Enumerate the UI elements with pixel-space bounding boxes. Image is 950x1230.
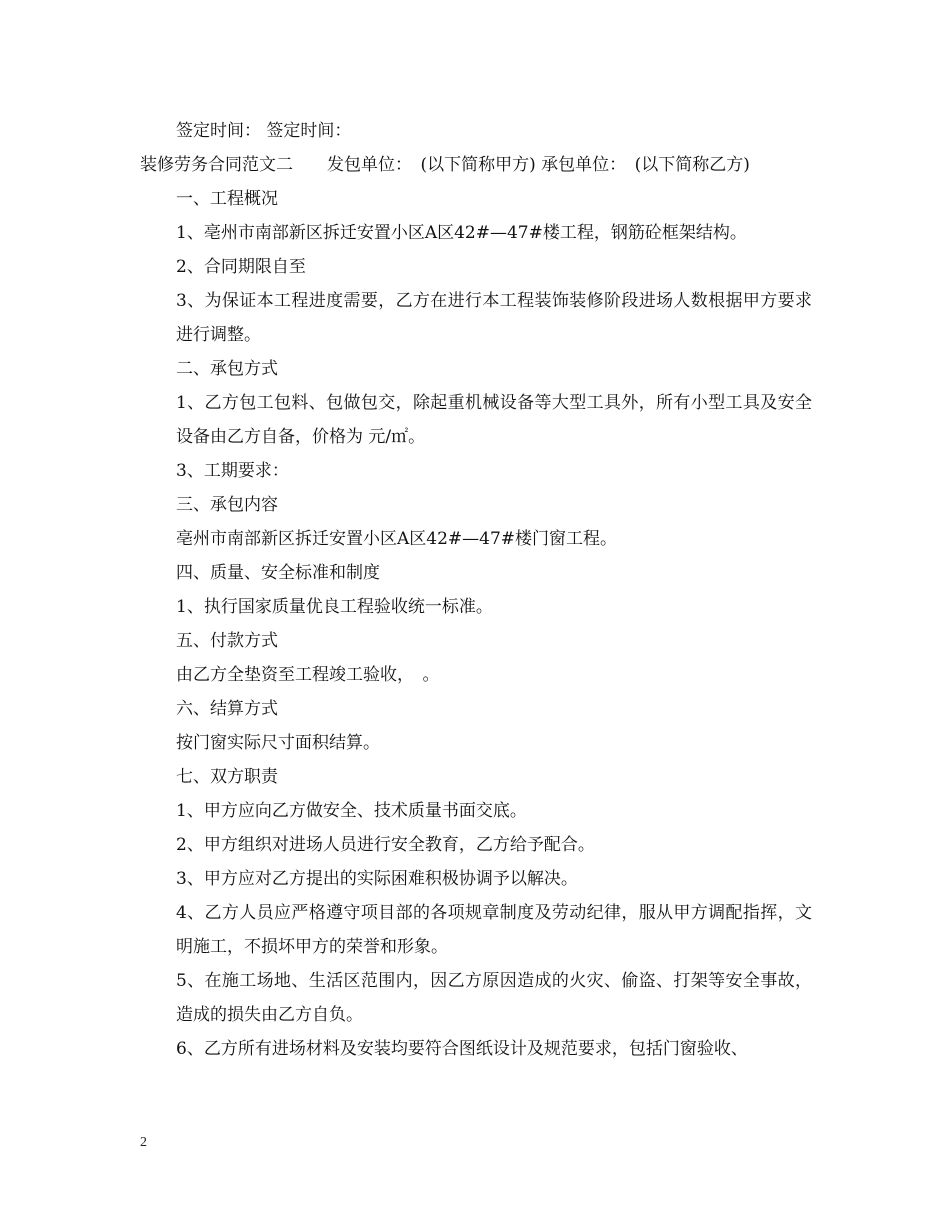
paragraph-responsibility-5: 5、在施工场地、生活区范围内，因乙方原因造成的火灾、偷盗、打架等安全事故，造成的损失由乙方自负。 <box>176 971 812 1025</box>
paragraph-progress-adjustment: 3、为保证本工程进度需要，乙方在进行本工程装饰装修阶段进场人数根据甲方要求进行调整。 <box>176 291 812 345</box>
paragraph-payment-terms: 由乙方全垫资至工程竣工验收， 。 <box>176 665 440 685</box>
section-heading-payment-method: 五、付款方式 <box>176 631 278 651</box>
paragraph-schedule-requirements: 3、工期要求： <box>176 461 289 481</box>
section-heading-responsibilities: 七、双方职责 <box>176 767 278 787</box>
section-heading-contracting-method: 二、承包方式 <box>176 359 278 379</box>
paragraph-contract-period: 2、合同期限自至 <box>176 257 306 277</box>
paragraph-labor-and-materials: 1、乙方包工包料、包做包交，除起重机械设备等大型工具外，所有小型工具及安全设备由乙方自备，价格为 元/㎡。 <box>176 393 812 447</box>
section-heading-settlement-method: 六、结算方式 <box>176 699 278 719</box>
document-body <box>140 114 812 1066</box>
section-heading-quality-safety: 四、质量、安全标准和制度 <box>176 563 380 583</box>
signing-time-line: 签定时间： 签定时间： <box>176 121 352 141</box>
paragraph-responsibility-2: 2、甲方组织对进场人员进行安全教育，乙方给予配合。 <box>176 835 595 855</box>
paragraph-responsibility-3: 3、甲方应对乙方提出的实际困难积极协调予以解决。 <box>176 869 578 889</box>
paragraph-responsibility-6: 6、乙方所有进场材料及安装均要符合图纸设计及规范要求，包括门窗验收、 <box>176 1039 748 1059</box>
paragraph-responsibility-1: 1、甲方应向乙方做安全、技术质量书面交底。 <box>176 801 527 821</box>
paragraph-project-location: 1、亳州市南部新区拆迁安置小区A区42#—47#楼工程，钢筋砼框架结构。 <box>176 223 747 243</box>
paragraph-responsibility-4: 4、乙方人员应严格遵守项目部的各项规章制度及劳动纪律，服从甲方调配指挥，文明施工，不损坏甲方的荣誉和形象。 <box>176 903 812 957</box>
page-number: 2 <box>140 1135 147 1150</box>
section-heading-project-overview: 一、工程概况 <box>176 189 278 209</box>
contract-title-parties: 装修劳务合同范文二 发包单位： (以下简称甲方) 承包单位： (以下简称乙方) <box>140 155 750 175</box>
paragraph-scope-of-work: 亳州市南部新区拆迁安置小区A区42#—47#楼门窗工程。 <box>176 529 618 549</box>
paragraph-settlement-terms: 按门窗实际尺寸面积结算。 <box>176 733 380 753</box>
section-heading-contract-content: 三、承包内容 <box>176 495 278 515</box>
paragraph-quality-standard: 1、执行国家质量优良工程验收统一标准。 <box>176 597 493 617</box>
